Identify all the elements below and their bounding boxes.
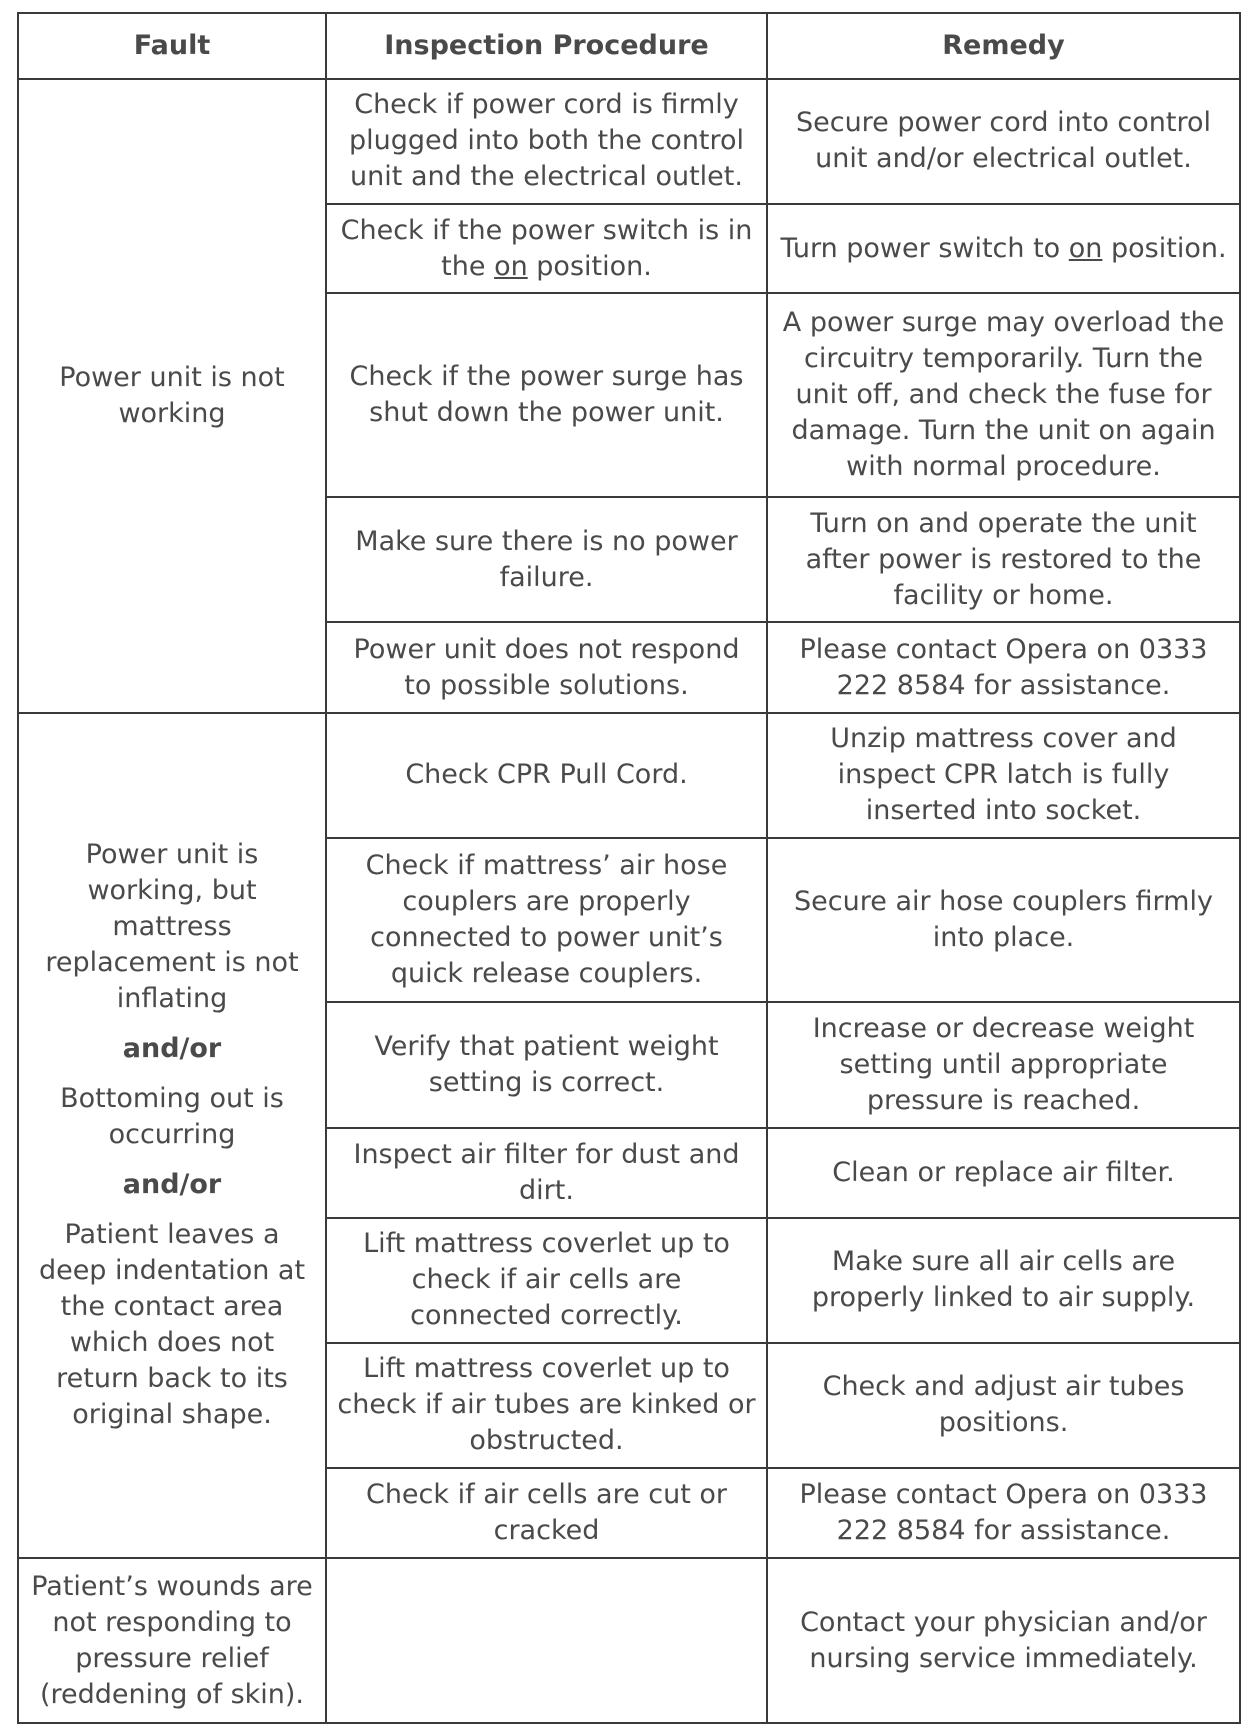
header-row bbox=[18, 13, 1240, 79]
inspection-cell: Verify that patient weight setting is correct. bbox=[326, 1002, 767, 1127]
remedy-cell bbox=[767, 204, 1240, 293]
underlined-on: on bbox=[1068, 232, 1103, 264]
remedy-cell: Increase or decrease weight setting until appropriate pressure is reached. bbox=[767, 1002, 1240, 1127]
header-remedy: Remedy bbox=[767, 13, 1240, 79]
inspection-text: Check if the power switch is in the bbox=[340, 214, 753, 282]
remedy-text: position. bbox=[1102, 232, 1227, 264]
inspection-cell: Inspect air filter for dust and dirt. bbox=[326, 1128, 767, 1218]
remedy-text: Turn power switch to bbox=[780, 232, 1069, 264]
fault-cell: Patient’s wounds are not responding to pressure relief (reddening of skin). bbox=[18, 1558, 326, 1723]
inspection-cell: Check if the power surge has shut down the power unit. bbox=[326, 293, 767, 497]
remedy-cell: Unzip mattress cover and inspect CPR latch is fully inserted into socket. bbox=[767, 713, 1240, 838]
fault-text: Bottoming out is occurring bbox=[60, 1083, 284, 1151]
troubleshooting-table bbox=[17, 12, 1241, 1724]
fault-text: Power unit is working, but mattress replacement is not inflating bbox=[45, 839, 299, 1015]
remedy-cell: Secure air hose couplers firmly into place. bbox=[767, 838, 1240, 1003]
remedy-cell: Secure power cord into control unit and/or electrical outlet. bbox=[767, 79, 1240, 204]
inspection-cell: Check if mattress’ air hose couplers are properly connected to power unit’s quick release couplers. bbox=[326, 838, 767, 1003]
inspection-cell bbox=[326, 1558, 767, 1723]
inspection-cell: Power unit does not respond to possible solutions. bbox=[326, 622, 767, 712]
table-row bbox=[18, 79, 1240, 204]
inspection-cell: Lift mattress coverlet up to check if air tubes are kinked or obstructed. bbox=[326, 1343, 767, 1468]
remedy-cell: Contact your physician and/or nursing service immediately. bbox=[767, 1558, 1240, 1723]
and-or-label: and/or bbox=[122, 1033, 222, 1065]
inspection-cell: Check if power cord is firmly plugged into both the control unit and the electrical outlet. bbox=[326, 79, 767, 204]
remedy-cell: A power surge may overload the circuitry temporarily. Turn the unit off, and check the fuse for damage. Turn the unit on again with normal procedure. bbox=[767, 293, 1240, 497]
header-inspection: Inspection Procedure bbox=[326, 13, 767, 79]
inspection-cell: Make sure there is no power failure. bbox=[326, 497, 767, 622]
remedy-cell: Please contact Opera on 0333 222 8584 for assistance. bbox=[767, 622, 1240, 712]
table-row bbox=[18, 713, 1240, 838]
inspection-cell: Check if air cells are cut or cracked bbox=[326, 1468, 767, 1558]
remedy-cell: Clean or replace air filter. bbox=[767, 1128, 1240, 1218]
inspection-text: position. bbox=[527, 250, 652, 282]
inspection-cell: Check CPR Pull Cord. bbox=[326, 713, 767, 838]
fault-text: Patient leaves a deep indentation at the contact area which does not return back to its original shape. bbox=[38, 1219, 306, 1431]
remedy-cell: Make sure all air cells are properly linked to air supply. bbox=[767, 1218, 1240, 1343]
table-row bbox=[18, 1558, 1240, 1723]
inspection-cell: Lift mattress coverlet up to check if air cells are connected correctly. bbox=[326, 1218, 767, 1343]
remedy-cell: Please contact Opera on 0333 222 8584 for assistance. bbox=[767, 1468, 1240, 1558]
inspection-cell bbox=[326, 204, 767, 293]
remedy-cell: Turn on and operate the unit after power is restored to the facility or home. bbox=[767, 497, 1240, 622]
fault-cell bbox=[18, 713, 326, 1559]
and-or-label: and/or bbox=[122, 1169, 222, 1201]
fault-cell: Power unit is not working bbox=[18, 79, 326, 713]
underlined-on: on bbox=[494, 250, 528, 282]
header-fault: Fault bbox=[18, 13, 326, 79]
remedy-cell: Check and adjust air tubes positions. bbox=[767, 1343, 1240, 1468]
